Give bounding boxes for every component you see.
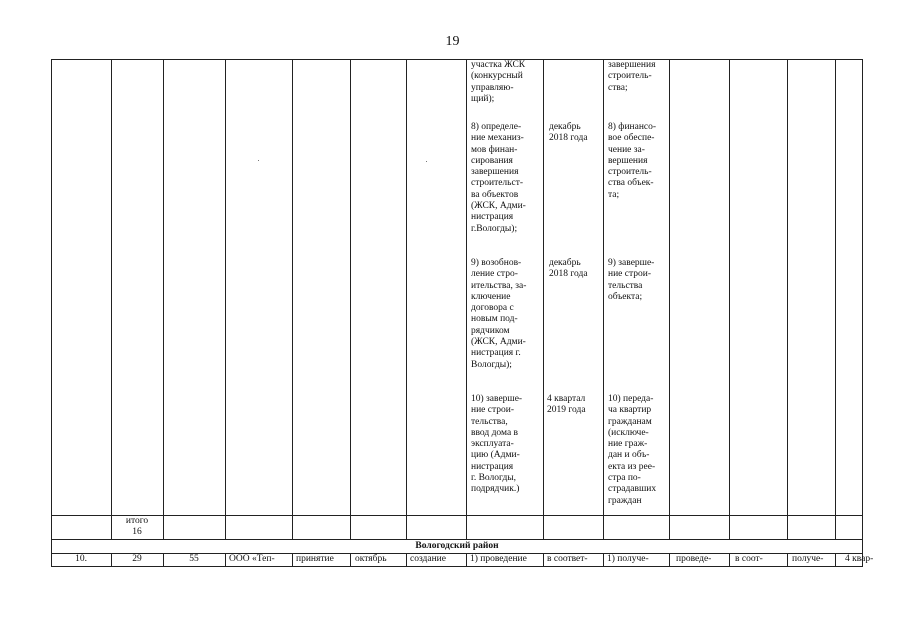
action-cell-9: 9) возобнов- ление стро- ительства, за- ключение договора с новым под- рядчиком (ЖСК, Адми- нистрация г. Вологды); xyxy=(471,258,527,370)
data-cell: октябрь xyxy=(355,554,387,564)
date-cell-10: 4 квартал 2019 года xyxy=(547,394,586,416)
data-cell: создание xyxy=(410,554,446,564)
data-cell: 4 квар- xyxy=(845,554,874,564)
page-number: 19 xyxy=(445,34,460,49)
col-border xyxy=(292,59,293,539)
action-cell-8: 8) определе- ние механиз- мов финан- сирования завершения строительст- ва объектов (ЖСК, Адми- нистрация г.Вологды); xyxy=(471,122,526,234)
action-cell-1: участка ЖСК (конкурсный управляю- щий); xyxy=(471,60,526,104)
col-border xyxy=(835,553,836,566)
action-cell-10: 10) заверше- ние строи- тельства, ввод дома в эксплуата- цию (Адми- нистрация г. Вологды, подрядчик.) xyxy=(471,394,523,495)
row-border xyxy=(51,539,863,540)
scan-speck xyxy=(258,160,259,161)
col-border xyxy=(862,59,863,566)
data-cell: в соответ- xyxy=(547,554,588,564)
data-cell: 1) получе- xyxy=(607,554,649,564)
total-label: итого 16 xyxy=(125,516,149,538)
table-top-border xyxy=(51,59,863,60)
data-cell: ООО «Теп- xyxy=(229,554,275,564)
col-border xyxy=(729,59,730,539)
col-border xyxy=(350,553,351,566)
col-border xyxy=(729,553,730,566)
col-border xyxy=(603,59,604,539)
col-border xyxy=(292,553,293,566)
col-border xyxy=(835,59,836,539)
col-border xyxy=(466,59,467,539)
result-cell-9: 9) заверше- ние строи- тельства объекта; xyxy=(608,258,655,302)
result-cell-10: 10) переда- ча квартир гражданам (исключе- ние граж- дан и объ- екта из рее- стра по- страдавших граждан xyxy=(608,394,657,506)
col-border xyxy=(669,553,670,566)
col-border xyxy=(669,59,670,539)
col-border xyxy=(787,59,788,539)
col-border xyxy=(543,553,544,566)
scan-speck xyxy=(426,161,427,162)
data-cell: 29 xyxy=(132,554,142,564)
data-cell: 1) проведение xyxy=(470,554,527,564)
col-border xyxy=(51,59,52,566)
data-cell: в соот- xyxy=(735,554,763,564)
result-cell-1: завершения строитель- ства; xyxy=(608,60,656,93)
col-border xyxy=(603,553,604,566)
date-cell-8: декабрь 2018 года xyxy=(549,122,588,144)
col-border xyxy=(787,553,788,566)
col-border xyxy=(406,553,407,566)
row-border xyxy=(51,515,863,516)
data-cell: принятие xyxy=(296,554,334,564)
row-number: 10. xyxy=(75,554,87,564)
data-cell: проведе- xyxy=(676,554,712,564)
col-border xyxy=(350,59,351,539)
data-cell: 55 xyxy=(189,554,199,564)
col-border xyxy=(466,553,467,566)
col-border xyxy=(225,553,226,566)
date-cell-9: декабрь 2018 года xyxy=(549,258,588,280)
result-cell-8: 8) финансо- вое обеспе- чение за- вершения строитель- ства объек- та; xyxy=(608,122,657,200)
data-cell: получе- xyxy=(792,554,824,564)
col-border xyxy=(225,59,226,539)
col-border xyxy=(406,59,407,539)
district-header: Вологодский район xyxy=(415,541,499,551)
col-border xyxy=(163,59,164,539)
row-border xyxy=(51,566,863,567)
col-border xyxy=(543,59,544,539)
col-border xyxy=(111,59,112,539)
